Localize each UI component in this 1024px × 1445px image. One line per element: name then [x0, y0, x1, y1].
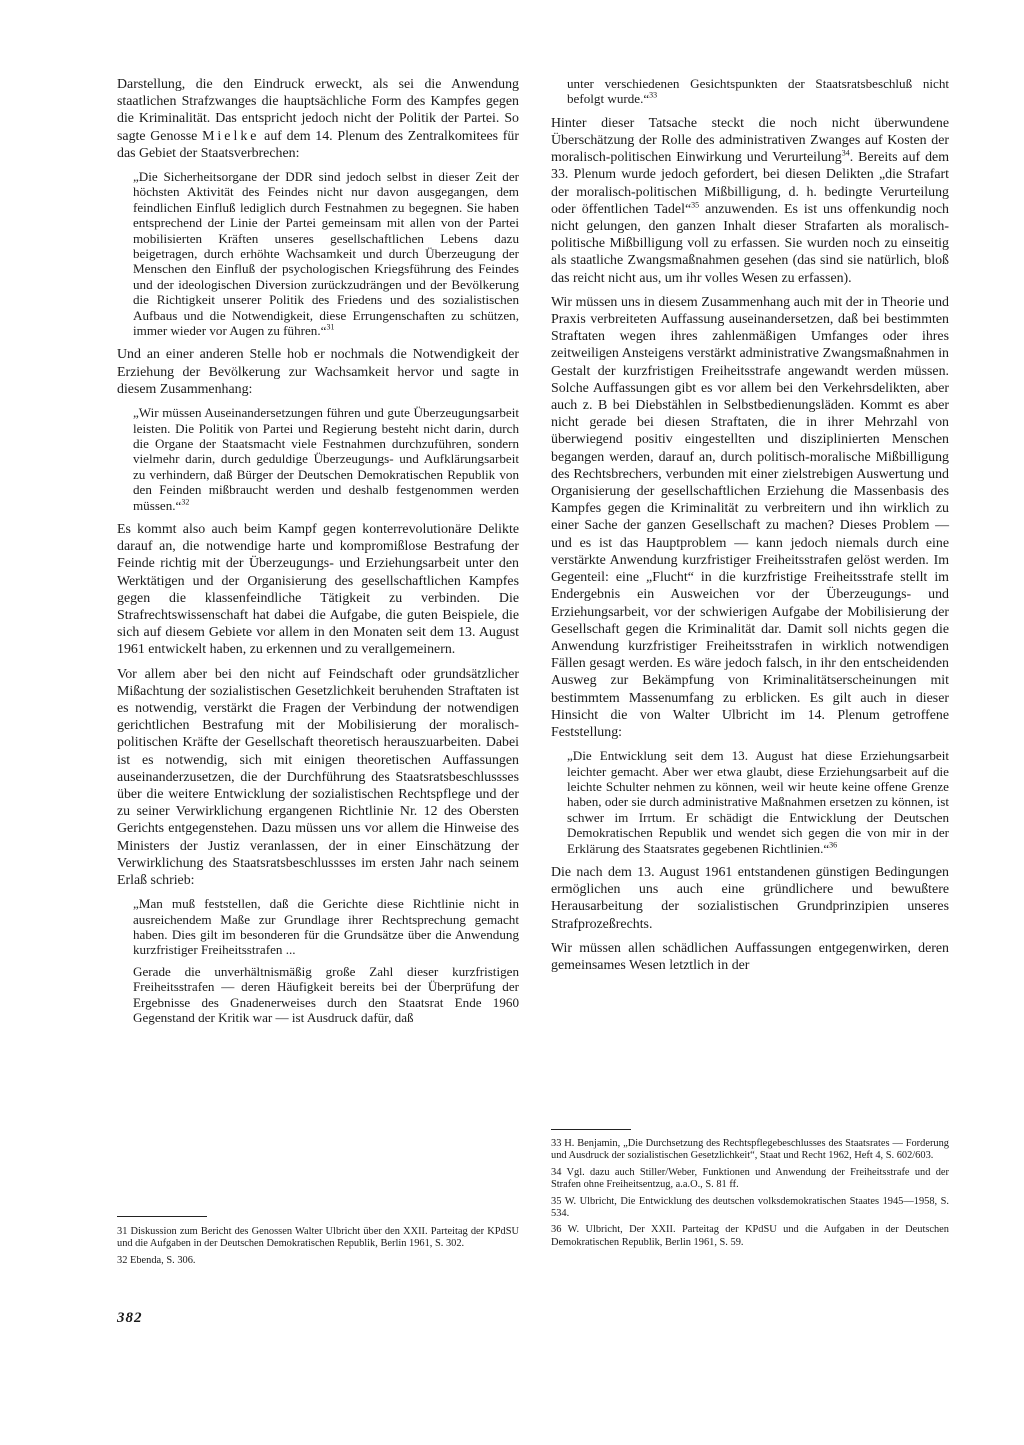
footnote-ref: 32	[181, 497, 190, 507]
quote-paragraph: Gerade die unverhältnismäßig große Zahl dieser kurzfristigen Freiheitsstrafen — deren Häufigkeit bereits bei der Überprüfung der Ergebnisse des Gnadenerweises durch den Staatsrat Ende 1960 Gegenstand der Kritik war — ist Ausdruck dafür, daß	[133, 963, 519, 1026]
paragraph: Wir müssen uns in diesem Zusammenhang auch mit der in Theorie und Praxis verbreiteten Auffassung auseinandersetzen, daß bei bestimmten Straftaten wegen ihres zahlenmäßigen Umfanges oder ihres zeitweiligen Ansteigens verstärkt administrative Zwangsmaßnahmen in Gestalt der kurzfristigen Freiheitsstrafe angewandt werden müssen. Solche Auffassungen gibt es vor allem bei den Verkehrsdelikten, aber auch z. B bei Diebstählen in Selbstbedienungsläden. Kommt es aber nicht gerade bei diesen Straftaten, die in ihrer Mehrzahl von überwiegend positiv eingestellten und disziplinierten Menschen begangen werden, darauf an, durch politisch-moralische Mißbilligung des Rechtsbrechers, verbunden mit einer zielstrebigen Auswertung und Organisierung der gesellschaftlichen Erziehung die Massenbasis des Kampfes gegen die Kriminalität zu verbreitern und ihn wirklich zu einer Sache der ganzen Gesellschaft zu machen? Dieses Problem — und es ist das Hauptproblem — kann jedoch niemals durch eine verstärkte Anwendung kurzfristiger Freiheitsstrafen gelöst werden. Im Gegenteil: eine „Flucht“ in die kurzfristige Freiheitsstrafe stellt im Endergebnis ein Ausweichen vor der Überzeugungs- und Erziehungsarbeit, vor der schwierigen Aufgabe der Mobilisierung der Gesellschaft gegen die Kriminalität dar. Damit soll nichts gegen die Anwendung kurzfristiger Freiheitsstrafen in wirklich notwendigen Fällen gesagt werden. Es wäre jedoch falsch, in ihr den entscheidenden Ausweg zur Bekämpfung von Kriminalitätserscheinungen mit bestimmtem Massenumfang zu erblicken. Es gilt auch in dieser Hinsicht die von Walter Ulbricht im 14. Plenum getroffene Feststellung:	[551, 294, 949, 740]
footnote: 34 Vgl. dazu auch Stiller/Weber, Funktionen und Anwendung der Freiheitsstrafe und der Strafen ohne Freiheitsentzug, a.a.O., S. 81 ff.	[551, 1166, 949, 1191]
footnote: 31 Diskussion zum Bericht des Genossen Walter Ulbricht über den XXII. Parteitag der KPdSU und die Aufgaben in der Deutschen Demokratischen Republik, Berlin 1961, S. 302.	[117, 1226, 519, 1250]
footnote-ref: 33	[649, 91, 658, 101]
footnote-ref: 35	[691, 200, 700, 210]
footnote: 32 Ebenda, S. 306.	[117, 1254, 196, 1266]
paragraph: Vor allem aber bei den nicht auf Feindschaft oder grundsätzlicher Mißachtung der sozialistischen Gesetzlichkeit beruhenden Straftaten ist es notwendig, verstärkt die Fragen der Verbindung der notwendigen gerichtlichen Bestrafung mit der Mobilisierung der moralisch-politischen Kräfte der Gesellschaft theoretisch herauszuarbeiten. Dabei ist es notwendig, sich mit einigen theoretischen Auffassungen auseinanderzusetzen, die der Durchführung des Staatsratsbeschlussses über die weitere Entwicklung der sozialistischen Rechtspflege und der zu seiner Verwirklichung ergangenen Richtlinie Nr. 12 des Obersten Gerichts entgegenstehen. Dazu müssen uns vor allem die Hinweise des Ministers der Justiz veranlassen, der in einer Einschätzung der Verwirklichung des Staatsratsbeschlussses im ersten Jahr nach seinem Erlaß schrieb:	[117, 666, 519, 888]
footnote: 36 W. Ulbricht, Der XXII. Parteitag der KPdSU und die Aufgaben in der Deutschen Demokratischen Republik, Berlin 1961, S. 59.	[551, 1224, 949, 1248]
paragraph: Die nach dem 13. August 1961 entstandenen günstigen Bedingungen ermöglichen uns auch eine gründlichere und bewußtere Herausarbeitung der sozialistischen Grundprinzipien unseres Strafprozeßrechts.	[551, 864, 949, 932]
block-quote	[567, 76, 949, 107]
footnote-ref: 36	[829, 840, 838, 850]
footnotes-left	[117, 1226, 519, 1271]
block-quote	[567, 748, 949, 856]
person-name: Mielke	[202, 128, 260, 144]
paragraph: Hinter dieser Tatsache steckt die noch nicht überwundene Überschätzung der Rolle des administrativen Zwanges auf Kosten der moralisch-politischen Einwirkung und Verurteilung$^{34}$. Bereits auf dem 33. Plenum wurde jedoch gefordert, bei diesen Delikten „die Strafart der moralisch-politischen Mißbilligung, d. h. bedingte Verurteilung oder öffentlichen Tadel“$^{35}$ anzuwenden. Es ist uns offenkundig noch nicht gelungen, den ganzen Inhalt dieser Strafarten als moralisch-politische Mißbilligung voll zu erfassen. Sie wurden noch zu einseitig als staatliche Zwangsmaßnahmen gesehen (das sind sie natürlich, bloß das reicht nicht aus, um ihr volles Wesen zu erfassen).	[551, 115, 950, 286]
quote-paragraph: unter verschiedenen Gesichtspunkten der Staatsratsbeschluß nicht befolgt wurde.“$^{33}$	[567, 76, 949, 107]
paragraph: Darstellung, die den Eindruck erweckt, als sei die Anwendung staatlichen Strafzwanges die hauptsächliche Form des Kampfes gegen die Kriminalität. Das entspricht jedoch nicht der Politik der Partei. So sagte Genosse Mielke auf dem 14. Plenum des Zentralkomitees für das Gebiet der Staatsverbrechen:	[117, 77, 519, 161]
footnote-separator	[117, 1216, 207, 1217]
footnotes-right	[551, 1138, 949, 1253]
paragraph: Und an einer anderen Stelle hob er nochmals die Notwendigkeit der Erziehung der Bevölkerung zur Wachsamkeit hervor und sagte in diesem Zusammenhang:	[117, 347, 519, 397]
paragraph: Wir müssen allen schädlichen Auffassungen entgegenwirken, deren gemeinsames Wesen letztlich in der	[551, 940, 949, 973]
quote-paragraph: „Wir müssen Auseinandersetzungen führen und gute Überzeugungsarbeit leisten. Die Politik von Partei und Regierung besteht nicht darin, durch die Organe der Staatsmacht viele Festnahmen durchzuführen, sondern vielmehr darin, durch geduldige Überzeugungs- und Aufklärungsarbeit zu verhindern, daß Bürger der Deutschen Demokratischen Republik von den Feinden mißbraucht werden und deshalb festgenommen werden müssen.“$^{32}$	[133, 405, 519, 513]
quote-paragraph: „Die Entwicklung seit dem 13. August hat diese Erziehungsarbeit leichter gemacht. Aber wer etwa glaubt, diese Erziehungsarbeit auf die leichte Schulter nehmen zu können, weil wir heute keine offene Grenze haben, oder sie durch administrative Maßnahmen ersetzen zu können, ist schwer im Irrtum. Er schädigt die Entwicklung der Deutschen Demokratischen Republik und wendet sich gegen die von mir in der Erklärung des Staatsrates gegebenen Richtlinien.“$^{36}$	[567, 748, 949, 856]
footnote-ref: 31	[326, 322, 335, 332]
footnote: 33 H. Benjamin, „Die Durchsetzung des Rechtspflegebeschlusses des Staatsrates — Forderung und Ausdruck der sozialistischen Gesetzlichkeit“, Staat und Recht 1962, Heft 4, S. 602/603.	[551, 1138, 949, 1162]
page-number: 382	[117, 1310, 143, 1326]
footnote-separator	[551, 1129, 631, 1130]
left-column	[117, 76, 519, 1033]
footnote: 35 W. Ulbricht, Die Entwicklung des deutschen volksdemokratischen Staates 1945—1958, S. 534.	[551, 1195, 949, 1220]
block-quote	[133, 169, 519, 338]
quote-paragraph: „Man muß feststellen, daß die Gerichte diese Richtlinie nicht in ausreichendem Maße zur Grundlage ihrer Rechtsprechung gemacht haben. Dies gilt im besonderen für die Grundsätze über die Anwendung kurzfristiger Freiheitsstrafen ...	[133, 896, 519, 958]
quote-paragraph: „Die Sicherheitsorgane der DDR sind jedoch selbst in dieser Zeit der höchsten Aktivität des Feindes nicht nur davon ausgegangen, dem feindlichen Einfluß lediglich durch Festnahmen zu begegnen. Sie haben entsprechend der Linie der Partei gemeinsam mit allen von der Partei mobilisierten Kräften unseres gesellschaftlichen Lebens dazu beigetragen, durch erhöhte Wachsamkeit und durch Überzeugung der Menschen den Einfluß der psychologischen Kriegsführung des Feindes und der ideologischen Diversion zurückzudrängen und der Bevölkerung die Richtigkeit unserer Politik des Friedens und des sozialistischen Aufbaus und die Notwendigkeit, diese Errungenschaften zu schützen, immer wieder vor Augen zu führen.“$^{31}$	[133, 169, 519, 339]
block-quote	[133, 405, 519, 513]
paragraph: Es kommt also auch beim Kampf gegen konterrevolutionäre Delikte darauf an, die notwendige harte und kompromißlose Bestrafung der Feinde richtig mit der Überzeugungs- und Erziehungsarbeit unter den Werktätigen und der Organisierung des gesellschaftlichen Kampfes gegen die klassenfeindliche Tätigkeit zu verbinden. Die Strafrechtswissenschaft hat dabei die Aufgabe, die guten Beispiele, die sich auf diesem Gebiete vor allem in den Monaten seit dem 13. August 1961 entwickelt haben, zu erkennen und zu verallgemeinern.	[117, 521, 519, 658]
right-column	[551, 76, 949, 981]
footnote-ref: 34	[841, 148, 850, 158]
block-quote	[133, 896, 519, 1025]
